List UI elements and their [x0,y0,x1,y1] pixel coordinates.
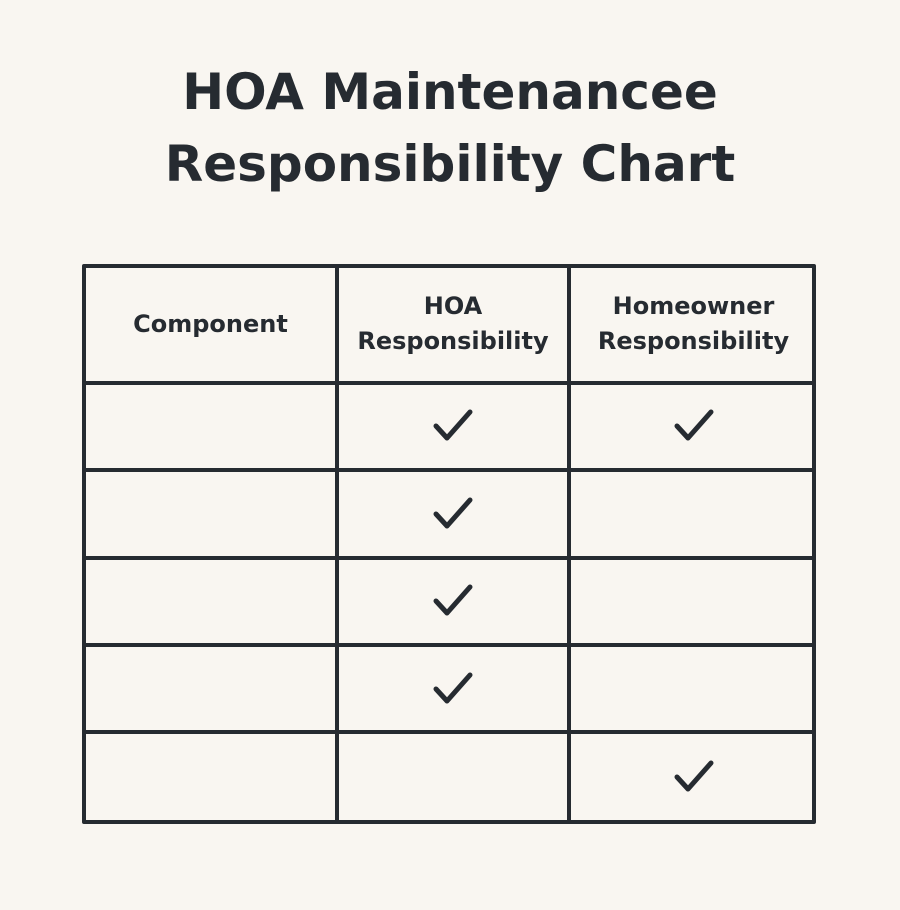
chart-title-line-1: HOA Maintenancee [182,63,718,121]
checkmark-icon [674,408,714,444]
cell-component [86,383,337,470]
header-homeowner-label-line-1: Homeowner [612,292,775,321]
cell-component [86,558,337,645]
checkmark-icon [433,496,473,532]
cell-homeowner-responsibility [569,558,816,645]
table-row [86,645,816,732]
checkmark-icon [433,671,473,707]
header-hoa-label-line-2: Responsibility [357,327,549,356]
checkmark-icon [674,759,714,795]
chart-title-line-2: Responsibility Chart [164,135,736,193]
cell-hoa-responsibility [337,645,569,732]
chart-title [0,56,900,200]
checkmark-icon [433,408,473,444]
table-row [86,470,816,557]
header-component [86,268,337,383]
cell-homeowner-responsibility [569,470,816,557]
header-component-label: Component [133,309,288,338]
cell-hoa-responsibility [337,383,569,470]
header-homeowner-label-line-2: Responsibility [597,327,790,356]
responsibility-grid [86,268,816,820]
cell-component [86,645,337,732]
cell-component [86,470,337,557]
header-hoa-label-line-1: HOA [423,292,483,321]
cell-homeowner-responsibility [569,645,816,732]
table-header-row [86,268,816,383]
cell-component [86,732,337,820]
header-homeowner-responsibility [569,268,816,383]
table-row [86,558,816,645]
header-hoa-responsibility [337,268,569,383]
cell-hoa-responsibility [337,470,569,557]
cell-homeowner-responsibility [569,732,816,820]
cell-homeowner-responsibility [569,383,816,470]
checkmark-icon [433,583,473,619]
responsibility-table [82,264,816,824]
cell-hoa-responsibility [337,558,569,645]
table-row [86,383,816,470]
cell-hoa-responsibility [337,732,569,820]
table-row [86,732,816,820]
